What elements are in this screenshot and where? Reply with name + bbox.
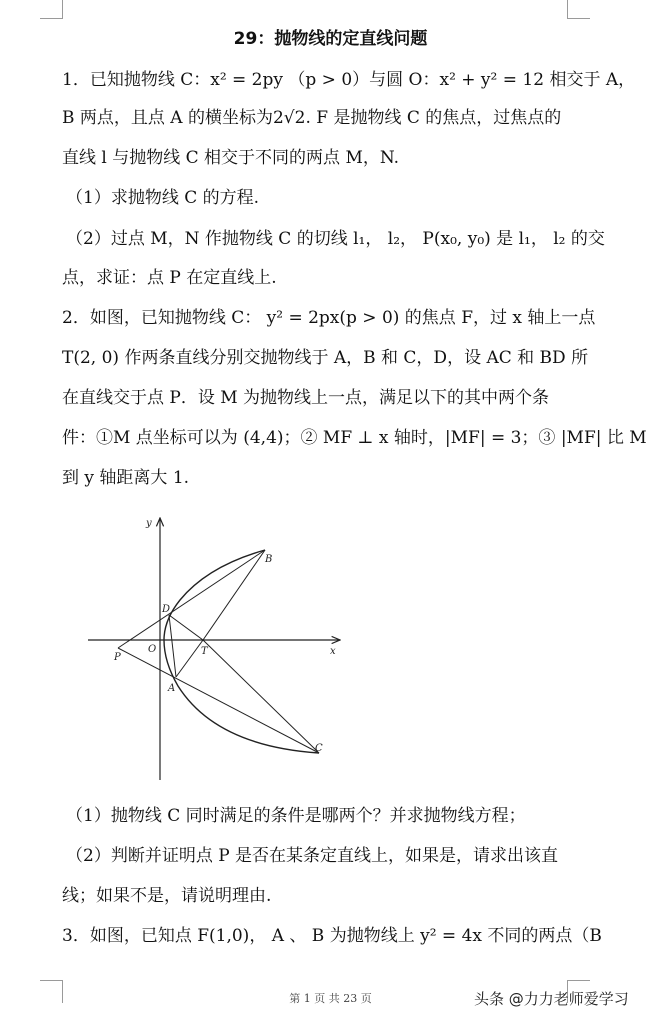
text-line: 到 y 轴距离大 1. — [62, 468, 190, 488]
label-C: C — [315, 743, 323, 754]
text-line: 点，求证：点 P 在定直线上. — [62, 268, 277, 288]
label-T: T — [201, 646, 208, 657]
text-line: 件：①M 点坐标可以为 (4,4)；② MF ⊥ x 轴时，|MF| = 3；③ |MF| 比 M — [62, 428, 647, 448]
label-B: B — [265, 554, 273, 565]
parabola-curve — [164, 550, 319, 753]
label-x: x — [330, 646, 336, 657]
page-corner-mark — [567, 0, 590, 19]
page-title: 29：抛物线的定直线问题 — [233, 29, 428, 49]
text-line: 线；如果不是，请说明理由. — [62, 886, 272, 906]
chord-TC — [203, 640, 319, 753]
text-line: 1．已知抛物线 C：x² = 2py （p > 0）与圆 O：x² + y² = 12 相交于 A， — [62, 70, 636, 90]
line-DT — [169, 615, 203, 640]
label-D: D — [162, 604, 171, 615]
text-line: T(2, 0) 作两条直线分别交抛物线于 A，B 和 C，D，设 AC 和 BD 所 — [62, 348, 589, 368]
text-line: 2．如图，已知抛物线 C： y² = 2px(p > 0) 的焦点 F，过 x 轴上一点 — [62, 308, 596, 328]
text-line: 在直线交于点 P．设 M 为抛物线上一点，满足以下的其中两个条 — [62, 388, 550, 408]
page-corner-mark — [40, 0, 63, 19]
text-line: B 两点，且点 A 的横坐标为2√2. F 是抛物线 C 的焦点，过焦点的 — [62, 108, 562, 128]
line-PB — [118, 550, 265, 648]
text-line: （1）抛物线 C 同时满足的条件是哪两个？并求抛物线方程； — [66, 806, 526, 826]
label-A: A — [168, 683, 176, 694]
label-P: P — [114, 652, 121, 663]
line-PC — [118, 648, 319, 753]
line-AT — [176, 640, 203, 677]
chord-BC — [203, 550, 265, 640]
text-line: （1）求抛物线 C 的方程. — [66, 188, 260, 208]
page-footer: 第 1 页 共 23 页 — [289, 992, 372, 1005]
label-O: O — [148, 644, 157, 655]
text-line: （2）过点 M，N 作抛物线 C 的切线 l₁， l₂， P(x₀, y₀) 是 l₁， l₂ 的交 — [66, 229, 605, 249]
parabola-figure — [82, 508, 352, 786]
text-line: 3．如图，已知点 F(1,0)， A 、 B 为抛物线上 y² = 4x 不同的两点（B — [62, 926, 602, 946]
watermark: 头条 @力力老师爱学习 — [474, 990, 629, 1008]
text-line: 直线 l 与抛物线 C 相交于不同的两点 M，N. — [62, 148, 400, 168]
chord-DA — [169, 615, 176, 677]
text-line: （2）判断并证明点 P 是否在某条定直线上，如果是，请求出该直 — [66, 846, 559, 866]
label-y: y — [146, 518, 152, 529]
